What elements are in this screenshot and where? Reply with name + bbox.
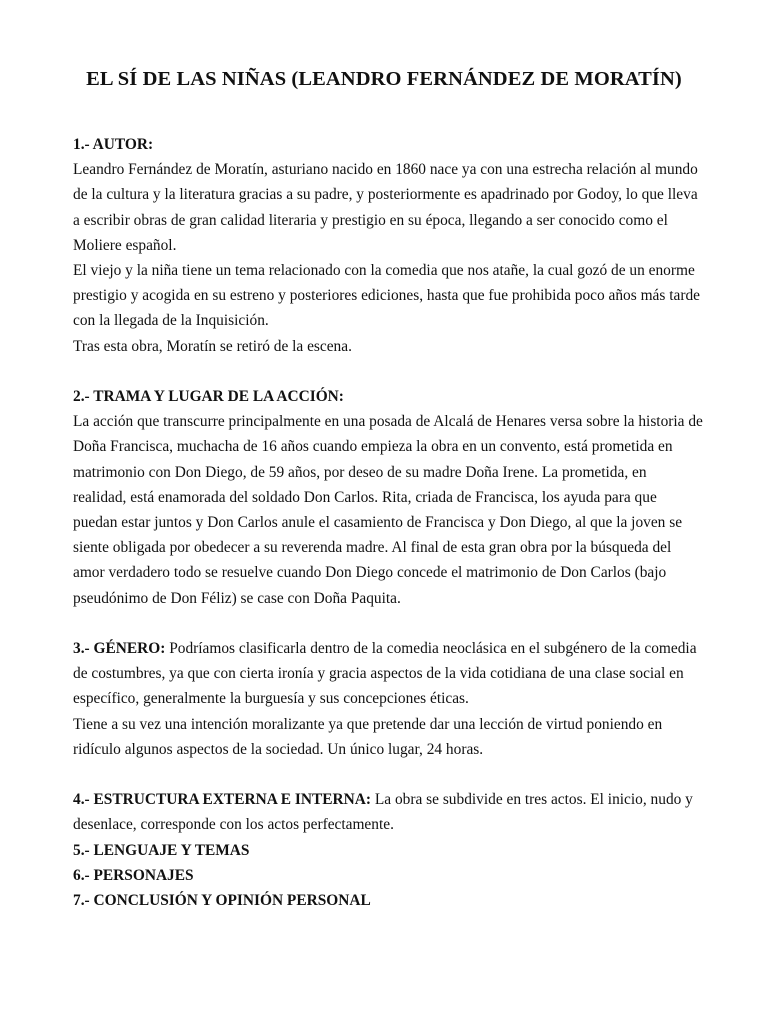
paragraph-spacer — [73, 359, 703, 384]
paragraph-spacer — [73, 762, 703, 787]
paragraph-trama-1: La acción que transcurre principalmente en una posada de Alcalá de Henares versa sobre la historia de Doña Francisca, muchacha de 16 años cuando empieza la obra en un convento, está prometida en matrimonio con Don Diego, de 59 años, por deseo de su madre Doña Irene. La prometida, en realidad, está enamorada del soldado Don Carlos. Rita, criada de Francisca, los ayuda para que puedan estar juntos y Don Carlos anule el casamiento de Francisca y Don Diego, al que la joven se siente obligada por obedecer a su reverenda madre. Al final de esta gran obra por la búsqueda del amor verdadero todo se resuelve cuando Don Diego concede el matrimonio de Don Carlos (bajo pseudónimo de Don Féliz) se case con Doña Paquita. — [73, 413, 703, 607]
section-text-estructura: La obra se subdivide en tres actos. El inicio, nudo y desenlace, corresponde con los actos perfectamente. — [73, 791, 693, 834]
paragraph-autor-1: Leandro Fernández de Moratín, asturiano nacido en 1860 nace ya con una estrecha relación al mundo de la cultura y la literatura gracias a su padre, y posteriormente es apadrinado por Godoy, lo que lleva a escribir obras de gran calidad literaria y prestigio en su época, llegando a ser conocido como el Moliere español. — [73, 161, 698, 254]
paragraph-autor-2: El viejo y la niña tiene un tema relacionado con la comedia que nos atañe, la cual gozó de un enorme prestigio y acogida en su estreno y posteriores ediciones, hasta que fue prohibida poco años más tarde con la llegada de la Inquisición. — [73, 262, 700, 330]
section-heading-conclusion: 7.- CONCLUSIÓN Y OPINIÓN PERSONAL — [73, 892, 371, 910]
section-heading-personajes: 6.- PERSONAJES — [73, 866, 194, 884]
section-heading-lenguaje: 5.- LENGUAJE Y TEMAS — [73, 841, 250, 859]
section-heading-trama: 2.- TRAMA Y LUGAR DE LA ACCIÓN: — [73, 388, 344, 406]
paragraph-autor-3: Tras esta obra, Moratín se retiró de la escena. — [73, 337, 352, 355]
paragraph-spacer — [73, 611, 703, 636]
paragraph-genero-2: Tiene a su vez una intención moralizante ya que pretende dar una lección de virtud poniendo en ridículo algunos aspectos de la sociedad. Un único lugar, 24 horas. — [73, 715, 663, 758]
section-heading-estructura: 4.- ESTRUCTURA EXTERNA E INTERNA: — [73, 791, 372, 809]
paragraph-estructura — [73, 787, 703, 837]
section-heading-genero: 3.- GÉNERO: — [73, 640, 166, 658]
document-body — [73, 132, 703, 913]
section-text-genero: Podríamos clasificarla dentro de la comedia neoclásica en el subgénero de la comedia de costumbres, ya que con cierta ironía y gracia aspectos de la vida cotidiana de una clase social en específico, generalmente la burguesía y sus concepciones éticas. — [73, 640, 697, 708]
paragraph-genero-1 — [73, 636, 703, 712]
section-heading-autor: 1.- AUTOR: — [73, 136, 154, 153]
document-title: EL SÍ DE LAS NIÑAS (LEANDRO FERNÁNDEZ DE MORATÍN) — [86, 68, 682, 90]
